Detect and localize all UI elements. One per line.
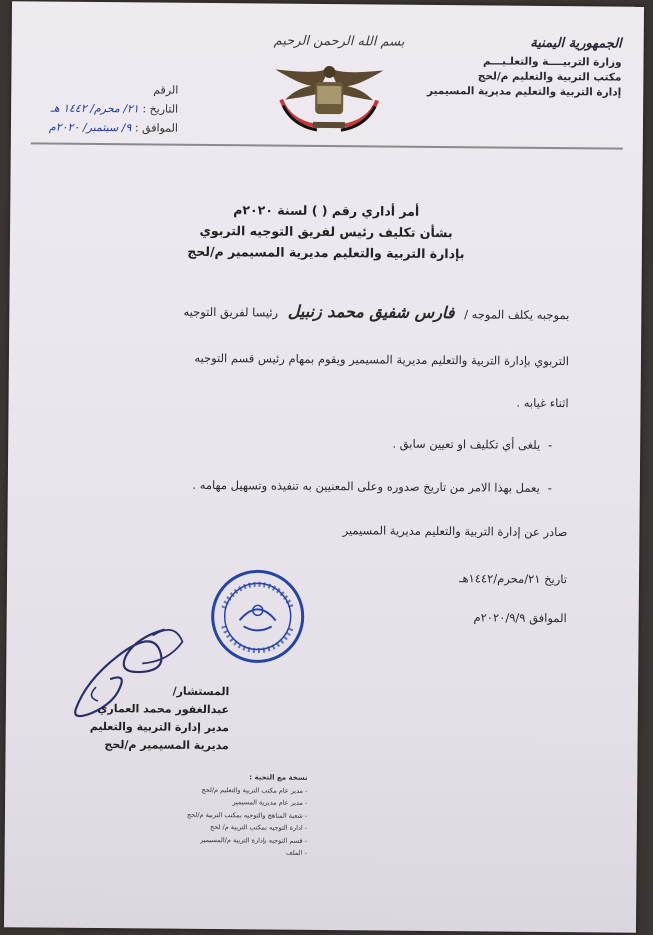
- body-paragraph-3: اثناء غيابه .: [516, 395, 569, 411]
- yemen-emblem-icon: [269, 60, 390, 143]
- copy-recipient: مدير عام مديرية المسيمير: [232, 798, 303, 807]
- document-page: [4, 1, 644, 932]
- signatory-title: المستشار/: [172, 684, 230, 699]
- copy-recipient: قسم التوجيه بإدارة التربية م/المسيمير: [200, 835, 303, 845]
- copy-recipient: مدير عام مكتب التربية والتعليم م/لحج: [201, 785, 304, 795]
- issue-corresponding-date: الموافق ٢٠٢٠/٩/٩م: [473, 610, 567, 626]
- copy-recipient: ادارة التوجيه بمكتب التربية م/ لحج: [210, 823, 303, 832]
- order-entity: بإدارة التربية والتعليم مديرية المسيمير م/لحج: [187, 243, 465, 262]
- ref-label: الرقم: [153, 83, 179, 97]
- header-institution: [427, 35, 622, 101]
- assignment-prefix: بموجبه يكلف الموجه /: [464, 307, 570, 323]
- copies-heading: نسخة مع التحية :: [249, 773, 308, 782]
- signatory-place: مديرية المسيمير م/لحج: [104, 738, 229, 753]
- list-item: -يلغى أي تكليف او تعيين سابق .: [392, 436, 553, 452]
- body-paragraph-2: التربوي بإدارة التربية والتعليم مديرية المسيمير ويقوم بمهام رئيس قسم التوجيه: [194, 350, 569, 369]
- issued-by: صادر عن إدارة التربية والتعليم مديرية المسيمير: [342, 523, 568, 540]
- list-item: - مدير عام مديرية المسيمير: [232, 798, 308, 807]
- assignee-name: فارس شفيق محمد زنبيل: [287, 301, 455, 323]
- basmala: بسم الله الرحمن الرحيم: [273, 33, 405, 50]
- copies-list: [187, 771, 308, 860]
- header-divider: [31, 142, 623, 149]
- date-row: [49, 99, 178, 119]
- date-value: ٢١/ محرم/ ١٤٤٢ هـ: [50, 101, 139, 116]
- signature-block: [89, 682, 229, 755]
- list-item-text: يلغى أي تكليف او تعيين سابق .: [392, 436, 541, 452]
- directorate-name: إدارة التربية والتعليم مديرية المسيمير: [426, 84, 622, 99]
- list-item-text: يعمل بهذا الامر من تاريخ صدوره وعلى المعنيين به تنفيذه وتسهيل مهامه .: [192, 477, 540, 495]
- republic-title: الجمهورية اليمنية: [530, 35, 622, 52]
- ministry-name: وزارة التربيــــة والتعلـيـــم: [483, 55, 622, 69]
- signatory-role: مدير إدارة التربية والتعليم: [89, 719, 229, 735]
- official-stamp-icon: [209, 568, 306, 669]
- corresponding-value: ٩/ سبتمبر/ ٢٠٢٠م: [48, 120, 132, 135]
- order-number: أمر أداري رقم ( ) لسنة ٢٠٢٠م: [233, 202, 420, 219]
- signatory-name: عبدالغفور محمد العماري: [97, 702, 230, 717]
- copy-recipient: الملف: [286, 848, 303, 857]
- copy-recipient: شعبة المناهج والتوجيه بمكتب التربية م/لحج: [186, 810, 303, 820]
- list-item: - الملف: [286, 848, 307, 857]
- list-item: - شعبة المناهج والتوجيه بمكتب التربية م/لحج: [186, 810, 308, 820]
- assignment-role: رئيسا لفريق التوجيه: [183, 304, 279, 320]
- corresponding-label: الموافق :: [134, 121, 179, 135]
- list-item: - قسم التوجيه بإدارة التربية م/المسيمير: [200, 835, 308, 845]
- date-label: التاريخ :: [142, 102, 179, 116]
- order-title: [10, 197, 643, 266]
- order-subject: بشأن تكليف رئيس لفريق التوجيه التربوي: [199, 222, 453, 241]
- header-reference: [49, 80, 179, 138]
- list-item: -يعمل بهذا الامر من تاريخ صدوره وعلى المعنيين به تنفيذه وتسهيل مهامه .: [192, 477, 552, 495]
- issue-date: تاريخ ٢١/محرم/١٤٤٢هـ: [459, 571, 568, 587]
- list-item: - مدير عام مكتب التربية والتعليم م/لحج: [201, 785, 308, 795]
- body-paragraph-1: [183, 301, 569, 323]
- office-name: مكتب التربية والتعليم م/لحج: [477, 70, 622, 84]
- list-item: - ادارة التوجيه بمكتب التربية م/ لحج: [210, 823, 308, 832]
- corresponding-date-row: [49, 118, 178, 138]
